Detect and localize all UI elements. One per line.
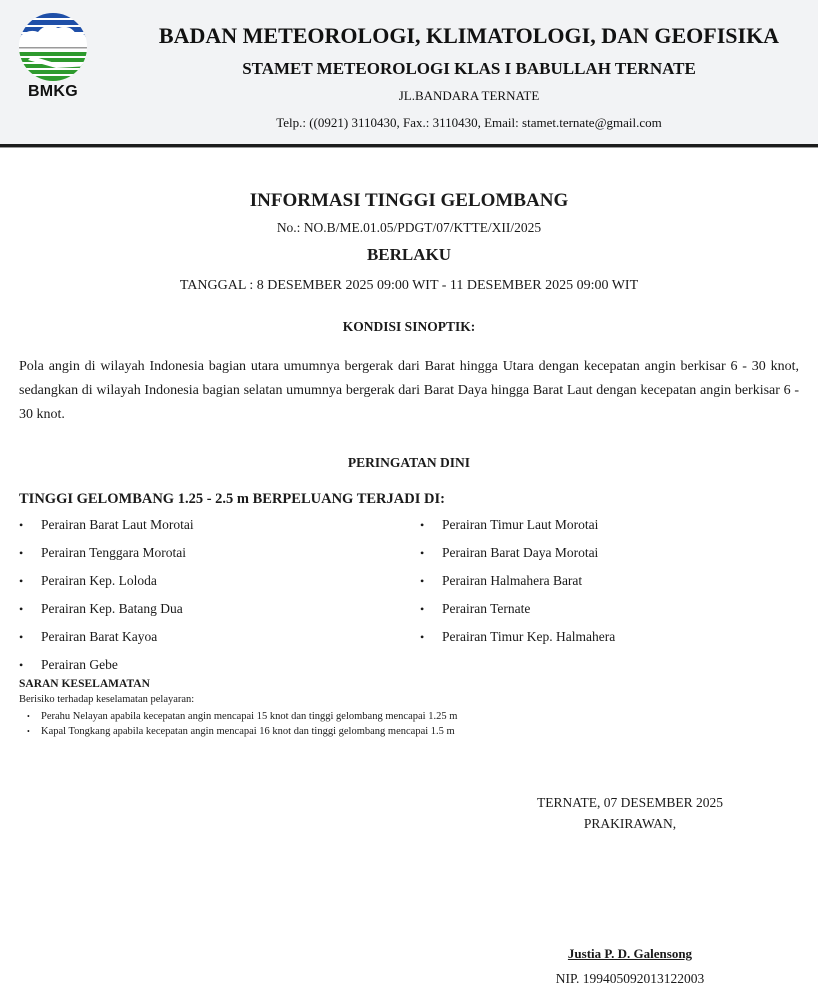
bullet-icon: • (420, 629, 425, 644)
area-name: Perairan Barat Laut Morotai (41, 517, 194, 532)
safety-title: SARAN KESELAMATAN (19, 678, 150, 690)
list-item (420, 567, 615, 595)
area-list-right (420, 511, 615, 651)
area-name: Perairan Halmahera Barat (442, 573, 583, 588)
station-address: JL.BANDARA TERNATE (398, 88, 540, 103)
list-item (19, 595, 194, 623)
safety-item: Perahu Nelayan apabila kecepatan angin mencapai 15 knot dan tinggi gelombang mencapai 1.25 m (41, 711, 458, 722)
area-name: Perairan Barat Kayoa (41, 629, 158, 644)
area-name: Perairan Kep. Batang Dua (41, 601, 183, 616)
list-item (420, 511, 615, 539)
letterhead (0, 0, 818, 147)
list-item (420, 623, 615, 651)
area-name: Perairan Kep. Loloda (41, 573, 157, 588)
safety-intro: Berisiko terhadap keselamatan pelayaran: (19, 694, 195, 705)
bullet-icon: • (420, 601, 425, 616)
area-name: Perairan Timur Kep. Halmahera (442, 629, 616, 644)
bullet-icon: • (19, 573, 24, 588)
signatory-name: Justia P. D. Galensong (567, 946, 693, 961)
area-name: Perairan Barat Daya Morotai (442, 545, 599, 560)
validity-period: TANGGAL : 8 DESEMBER 2025 09:00 WIT - 11 DESEMBER 2025 09:00 WIT (179, 278, 639, 293)
list-item (19, 539, 194, 567)
safety-list (27, 709, 457, 739)
bullet-icon: • (19, 517, 24, 532)
validity-label: BERLAKU (366, 245, 452, 264)
bmkg-emblem-icon (18, 12, 88, 82)
bullet-icon: • (27, 727, 30, 736)
area-name: Perairan Timur Laut Morotai (442, 517, 599, 532)
bmkg-logo (18, 12, 88, 102)
station-name: STAMET METEOROLOGI KLAS I BABULLAH TERNATE (242, 59, 696, 78)
signature-place-date: TERNATE, 07 DESEMBER 2025 (536, 795, 723, 810)
list-item (19, 567, 194, 595)
area-name: Perairan Gebe (41, 657, 118, 672)
signatory-nip: NIP. 199405092013122003 (555, 971, 705, 986)
signature-role: PRAKIRAWAN, (583, 816, 677, 831)
area-name: Perairan Tenggara Morotai (41, 545, 186, 560)
bullet-icon: • (19, 545, 24, 560)
area-name: Perairan Ternate (442, 601, 531, 616)
agency-name: BADAN METEOROLOGI, KLIMATOLOGI, DAN GEOFISIKA (158, 23, 780, 48)
bullet-icon: • (420, 545, 425, 560)
synoptic-text: Pola angin di wilayah Indonesia bagian utara umumnya bergerak dari Barat hingga Utara dengan kecepatan angin berkisar 6 - 30 knot, sedangkan di wilayah Indonesia bagian selatan umumnya bergerak dari Barat Daya hingga Barat Laut dengan kecepatan angin berkisar 6 - 30 knot. (19, 359, 799, 422)
synoptic-title: KONDISI SINOPTIK: (342, 319, 476, 334)
station-contact: Telp.: ((0921) 3110430, Fax.: 3110430, Email: stamet.ternate@gmail.com (276, 115, 662, 130)
list-item (19, 651, 194, 679)
bullet-icon: • (27, 712, 30, 721)
area-list-left (19, 511, 194, 679)
list-item (420, 539, 615, 567)
bullet-icon: • (19, 629, 24, 644)
bullet-icon: • (420, 517, 425, 532)
list-item (19, 511, 194, 539)
bullet-icon: • (19, 657, 24, 672)
list-item (27, 709, 457, 724)
list-item (19, 623, 194, 651)
bullet-icon: • (19, 601, 24, 616)
bullet-icon: • (420, 573, 425, 588)
wave-height-heading: TINGGI GELOMBANG 1.25 - 2.5 m BERPELUANG TERJADI DI: (19, 491, 445, 507)
early-warning-title: PERINGATAN DINI (347, 455, 471, 470)
document-number: No.: NO.B/ME.01.05/PDGT/07/KTTE/XII/2025 (276, 220, 542, 235)
letterhead-rule (0, 147, 818, 148)
list-item (27, 724, 457, 739)
document-title: INFORMASI TINGGI GELOMBANG (249, 190, 569, 211)
list-item (420, 595, 615, 623)
logo-text: BMKG (27, 83, 79, 100)
safety-item: Kapal Tongkang apabila kecepatan angin mencapai 16 knot dan tinggi gelombang mencapai 1.5 m (41, 726, 455, 737)
